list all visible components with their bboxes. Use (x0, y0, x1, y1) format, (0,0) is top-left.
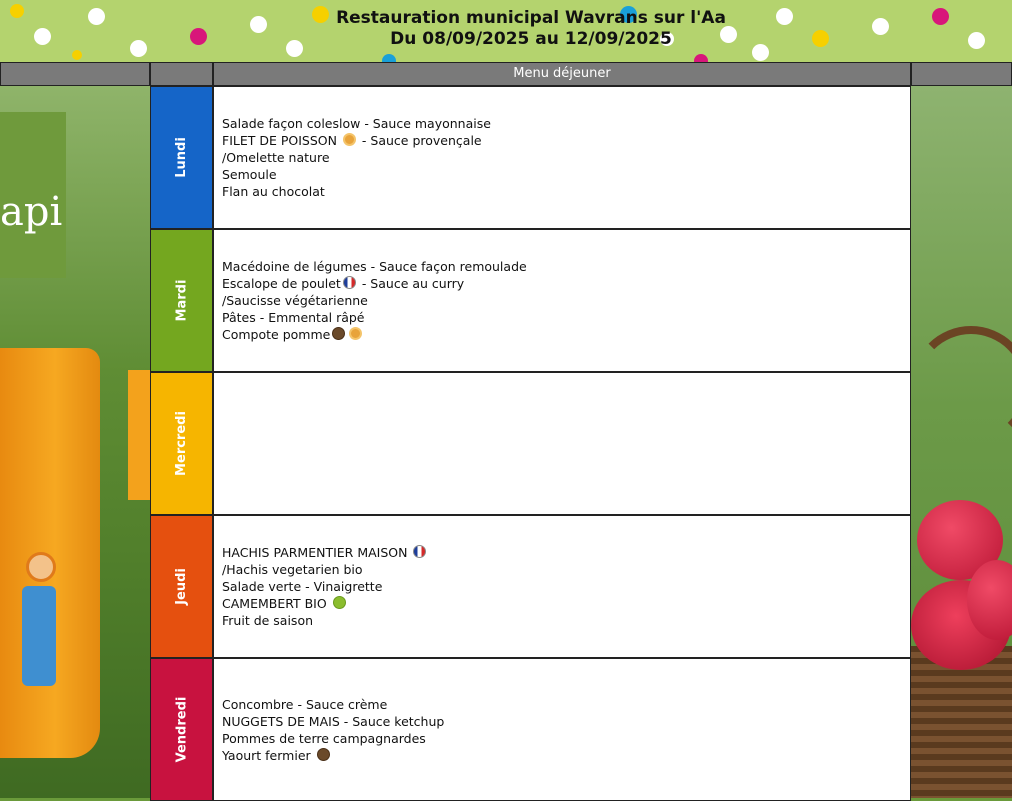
day-label-jeudi: Jeudi (150, 515, 213, 658)
farm-icon (317, 748, 330, 761)
menu-item: NUGGETS DE MAIS - Sauce ketchup (222, 713, 445, 729)
day-label-mardi: Mardi (150, 229, 213, 372)
menu-cell-lundi (213, 86, 911, 229)
menu-cell-vendredi (213, 658, 911, 801)
farm-icon (332, 327, 345, 340)
menu-item: Salade façon coleslow - Sauce mayonnaise (222, 116, 491, 131)
bio-icon (333, 596, 346, 609)
date-range: Du 08/09/2025 au 12/09/2025 (390, 29, 672, 49)
decor-photo-left (0, 86, 150, 798)
menu-item: Yaourt fermier (222, 747, 902, 764)
menu-item: Salade verte - Vinaigrette (222, 579, 383, 594)
menu-item: Concombre - Sauce crème (222, 696, 388, 712)
day-label-mercredi: Mercredi (150, 372, 213, 515)
menu-item: FILET DE POISSON - Sauce provençale (222, 133, 482, 148)
brand-text: api (0, 189, 63, 235)
menu-item: /Omelette nature (222, 150, 330, 165)
menu-item: Pâtes - Emmental râpé (222, 310, 365, 325)
label-icon (349, 327, 362, 340)
menu-cell-jeudi (213, 515, 911, 658)
label-icon (343, 133, 356, 146)
child-illustration (4, 552, 64, 702)
column-header-menu: Menu déjeuner (213, 62, 911, 86)
menu-cell-mardi (213, 229, 911, 372)
france-flag-icon (343, 276, 356, 289)
page-title: Restauration municipal Wavrans sur l'Aa (336, 8, 726, 28)
menu-item: Flan au chocolat (222, 184, 325, 199)
column-header-left (0, 62, 150, 86)
day-label-vendredi: Vendredi (150, 658, 213, 801)
menu-item: Pommes de terre campagnardes (222, 730, 426, 746)
menu-item: /Hachis vegetarien bio (222, 562, 363, 577)
menu-cell-mercredi (213, 372, 911, 515)
menu-item: Semoule (222, 167, 277, 182)
menu-item: Fruit de saison (222, 613, 314, 628)
menu-item: Macédoine de légumes - Sauce façon remoulade (222, 259, 527, 274)
basket-handle (911, 326, 1012, 446)
menu-item: /Saucisse végétarienne (222, 293, 368, 308)
menu-item: HACHIS PARMENTIER MAISON (222, 544, 902, 561)
menu-item: Escalope de poulet - Sauce au curry (222, 276, 465, 291)
column-header-days (150, 62, 213, 86)
day-label-lundi: Lundi (150, 86, 213, 229)
header-banner (0, 0, 1012, 62)
menu-item: Compote pomme (222, 326, 902, 343)
menu-item: CAMEMBERT BIO (222, 595, 902, 612)
france-flag-icon (413, 545, 426, 558)
decor-photo-right (911, 86, 1012, 798)
column-header-right (911, 62, 1012, 86)
brand-panel (0, 112, 66, 278)
